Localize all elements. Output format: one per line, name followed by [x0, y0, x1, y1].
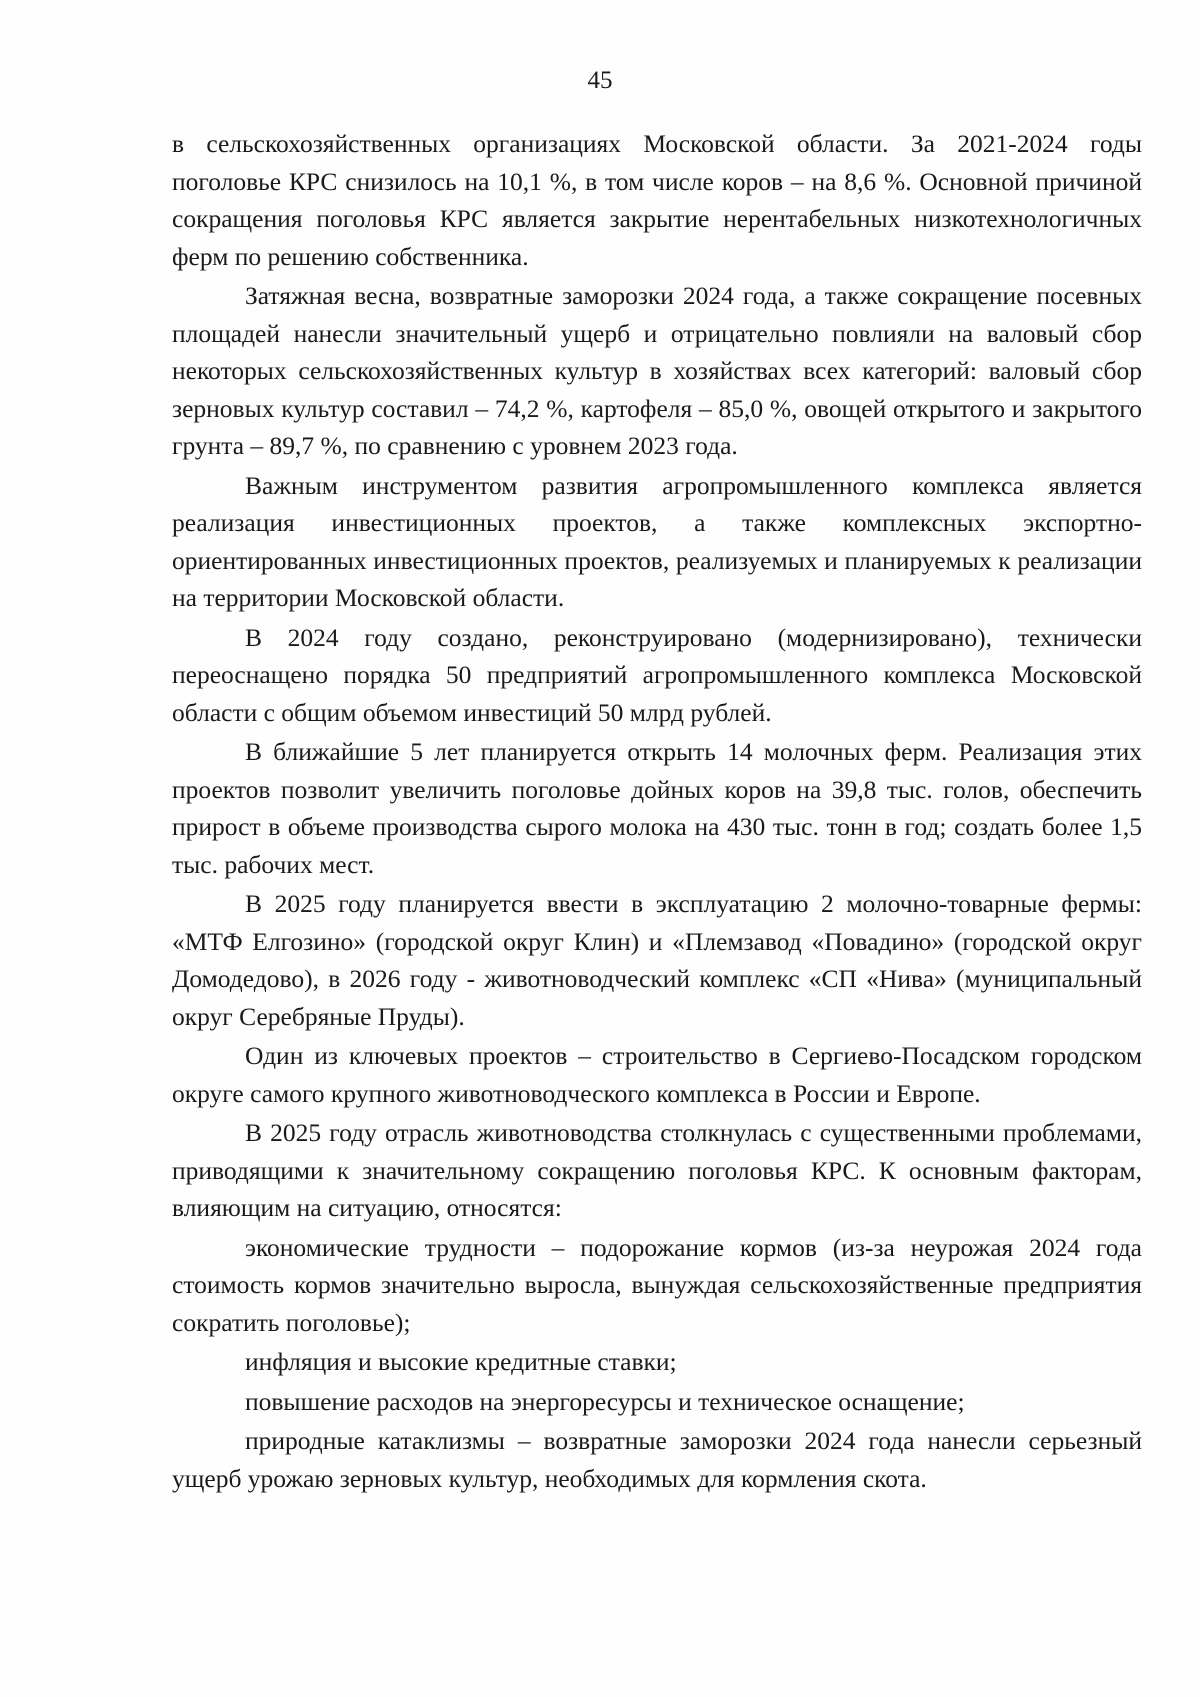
- paragraph-investment-projects: Важным инструментом развития агропромышленного комплекса является реализация инвестиционных проектов, а также комплексных экспортно-ориентированных инвестиционных проектов, реализуемых и планируемых к реализации на территории Московской области.: [172, 470, 1142, 612]
- paragraph-2025-farms: В 2025 году планируется ввести в эксплуатацию 2 молочно-товарные фермы: «МТФ Елгозино» (городской округ Клин) и «Племзавод «Повадино» (городской округ Домодедово), в 2026 году - животноводческий комплекс «СП «Нива» (муниципальный округ Серебряные Пруды).: [172, 889, 1142, 1031]
- list-item-inflation: инфляция и высокие кредитные ставки;: [245, 1347, 677, 1376]
- page-number: 45: [587, 67, 613, 94]
- paragraph-continuation: в сельскохозяйственных организациях Московской области. За 2021-2024 годы поголовье КРС снизилось на 10,1 %, в том числе коров – на 8,6 %. Основной причиной сокращения поголовья КРС является закрытие нерентабельных низкотехнологичных ферм по решению собственника.: [172, 129, 1142, 271]
- list-item-economic: экономические трудности – подорожание кормов (из-за неурожая 2024 года стоимость кормов значительно выросла, вынуждая сельскохозяйственные предприятия сократить поголовье);: [172, 1232, 1142, 1337]
- paragraph-2025-problems: В 2025 году отрасль животноводства столкнулась с существенными проблемами, приводящими к значительному сокращению поголовья КРС. К основным факторам, влияющим на ситуацию, относятся:: [172, 1118, 1142, 1222]
- paragraph-dairy-farms-plan: В ближайшие 5 лет планируется открыть 14 молочных ферм. Реализация этих проектов позволит увеличить поголовье дойных коров на 39,8 тыс. голов, обеспечить прирост в объеме производства сырого молока на 430 тыс. тонн в год; создать более 1,5 тыс. рабочих мест.: [172, 737, 1142, 879]
- list-item-energy-costs: повышение расходов на энергоресурсы и техническое оснащение;: [245, 1386, 965, 1416]
- document-body: [172, 125, 1142, 1499]
- list-item-natural-disasters: природные катаклизмы – возвратные заморозки 2024 года нанесли серьезный ущерб урожаю зерновых культур, необходимых для кормления скота.: [172, 1426, 1142, 1493]
- paragraph-late-spring: Затяжная весна, возвратные заморозки 2024 года, а также сокращение посевных площадей нанесли значительный ущерб и отрицательно повлияли на валовый сбор некоторых сельскохозяйственных культур в хозяйствах всех категорий: валовый сбор зерновых культур составил – 74,2 %, картофеля – 85,0 %, овощей открытого и закрытого грунта – 89,7 %, по сравнению с уровнем 2023 года.: [172, 281, 1142, 460]
- paragraph-key-project: Один из ключевых проектов – строительство в Сергиево-Посадском городском округе самого крупного животноводческого комплекса в России и Европе.: [172, 1041, 1142, 1108]
- paragraph-2024-enterprises: В 2024 году создано, реконструировано (модернизировано), технически переоснащено порядка 50 предприятий агропромышленного комплекса Московской области с общим объемом инвестиций 50 млрд рублей.: [172, 622, 1142, 727]
